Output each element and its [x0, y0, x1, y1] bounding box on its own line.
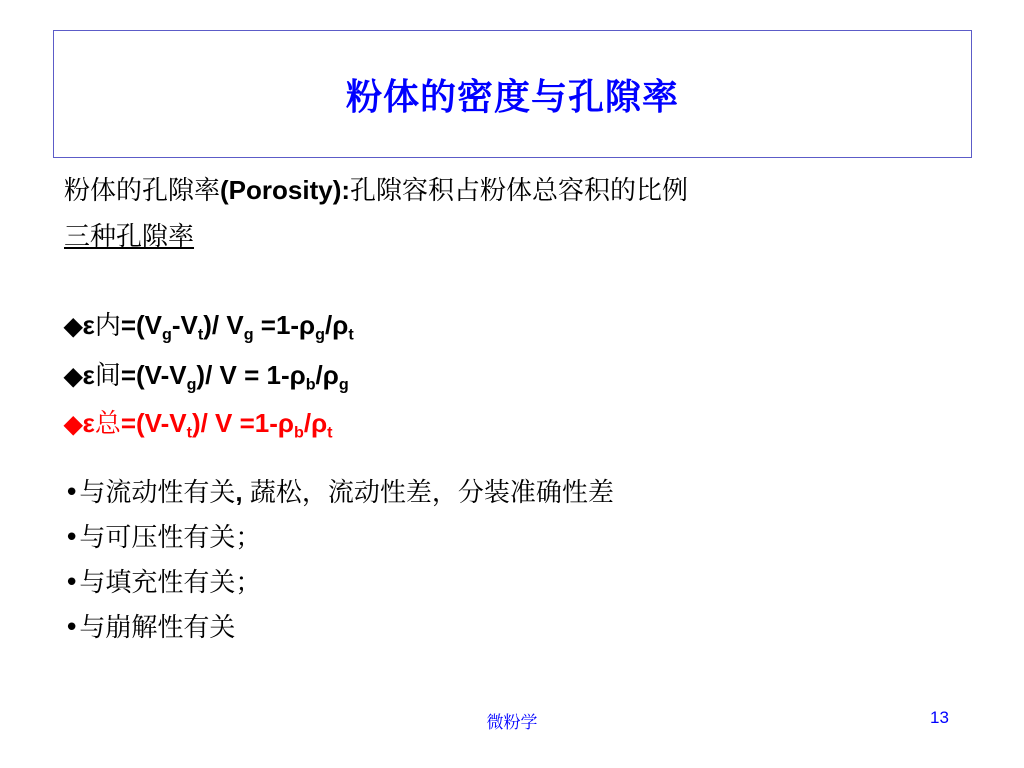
bullet-text: 与崩解性有关 — [79, 613, 236, 643]
formula-part: )/ V = 1-ρ — [196, 360, 306, 390]
bullet-item — [64, 562, 261, 599]
footer-title: 微粉学 — [486, 713, 538, 733]
bullet-text: 与流动性有关 — [79, 478, 236, 508]
bullet-item — [64, 607, 235, 644]
formula-subscript: g — [186, 375, 197, 394]
porosity-definition — [64, 170, 688, 207]
diamond-bullet-icon: ◆ — [64, 313, 83, 340]
formula-subscript: t — [186, 423, 192, 442]
diamond-bullet-icon: ◆ — [64, 411, 83, 438]
bullet-dot-icon: • — [64, 568, 80, 598]
bullet-item — [64, 472, 614, 509]
bullet-text-rest: 蔬松，流动性差，分装准确性差 — [249, 478, 614, 508]
formula-part: =1-ρ — [253, 310, 316, 340]
formula-part: =(V — [120, 310, 163, 340]
bullet-dot-icon: • — [64, 523, 80, 553]
bullet-item — [64, 517, 261, 554]
epsilon-symbol: ε — [82, 408, 95, 438]
formula-subscript: t — [348, 325, 354, 344]
formula-subscript: b — [305, 375, 316, 394]
epsilon-symbol: ε — [82, 360, 95, 390]
formula-subscript: g — [338, 375, 349, 394]
definition-term: (Porosity): — [220, 175, 351, 205]
formula-interparticle — [64, 355, 349, 395]
epsilon-symbol: ε — [82, 310, 95, 340]
formula-subscript: b — [294, 423, 304, 442]
formula-internal — [64, 305, 354, 345]
bullet-separator: , — [235, 477, 250, 507]
formula-part: =(V-V — [120, 408, 187, 438]
formula-part: =(V-V — [120, 360, 187, 390]
subheading: 三种孔隙率 — [64, 222, 195, 252]
formula-subscript: t — [327, 423, 333, 442]
formula-label: 间 — [94, 360, 121, 390]
formula-part: )/ V =1-ρ — [191, 408, 295, 438]
definition-suffix: 孔隙容积占粉体总容积的比例 — [350, 176, 689, 206]
page-number: 13 — [930, 708, 949, 727]
bullet-text: 与可压性有关； — [79, 523, 262, 553]
formula-part: /ρ — [325, 310, 349, 340]
formula-label: 总 — [94, 408, 121, 438]
formula-part: -V — [171, 310, 198, 340]
formula-subscript: g — [162, 325, 172, 344]
definition-prefix: 粉体的孔隙率 — [64, 176, 221, 206]
formula-total — [64, 403, 333, 443]
formula-subscript: g — [243, 325, 254, 344]
formula-part: )/ V — [203, 310, 244, 340]
formula-subscript: t — [197, 325, 204, 344]
formula-part: /ρ — [303, 408, 328, 438]
diamond-bullet-icon: ◆ — [64, 363, 83, 390]
title-box — [53, 30, 972, 158]
formula-subscript: g — [315, 325, 325, 344]
page-title: 粉体的密度与孔隙率 — [345, 76, 679, 118]
bullet-dot-icon: • — [64, 613, 80, 643]
formula-label: 内 — [94, 310, 121, 340]
bullet-text: 与填充性有关； — [79, 568, 262, 598]
bullet-dot-icon: • — [64, 478, 80, 508]
formula-part: /ρ — [315, 360, 339, 390]
